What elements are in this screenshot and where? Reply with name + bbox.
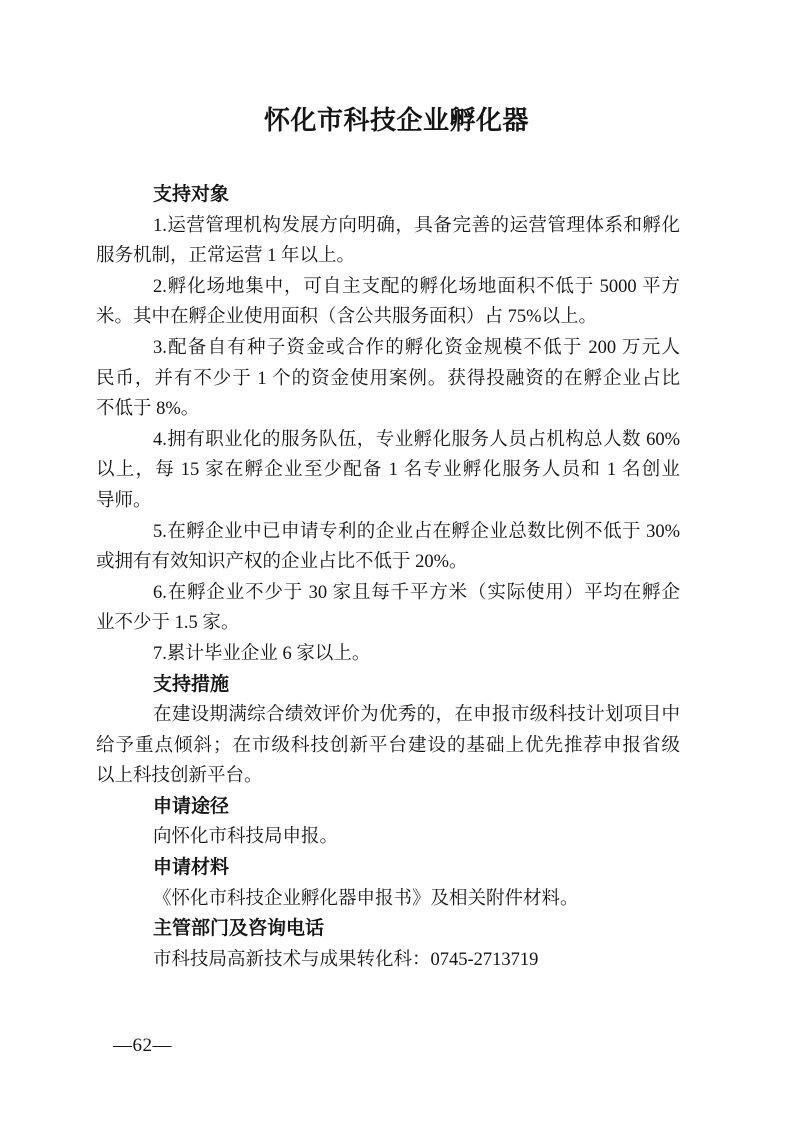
- body-line: 《怀化市科技企业孵化器申报书》及相关附件材料。: [153, 888, 579, 909]
- section-header-application-channel: 申请途径: [153, 795, 230, 817]
- body-line: 3.配备自有种子资金或合作的孵化资金规模不低于 200 万元人: [153, 337, 680, 358]
- body-line: 米。其中在孵企业使用面积（含公共服务面积）占 75%以上。: [96, 307, 598, 328]
- body-line: 或拥有有效知识产权的企业占比不低于 20%。: [96, 552, 468, 573]
- body-line: 业不少于 1.5 家。: [96, 613, 240, 634]
- body-line: 民币，并有不少于 1 个的资金使用案例。获得投融资的在孵企业占比: [96, 368, 680, 389]
- body-line: 以上，每 15 家在孵企业至少配备 1 名专业孵化服务人员和 1 名创业: [96, 460, 680, 481]
- body-line: 4.拥有职业化的服务队伍，专业孵化服务人员占机构总人数 60%: [153, 429, 680, 450]
- document-body: [96, 180, 680, 975]
- body-line: 以上科技创新平台。: [96, 766, 263, 787]
- body-line: 5.在孵企业中已申请专利的企业占在孵企业总数比例不低于 30%: [153, 521, 680, 542]
- section-header-support-measures: 支持措施: [153, 673, 230, 695]
- section-header-authority-contact: 主管部门及咨询电话: [153, 918, 325, 940]
- body-line: 服务机制，正常运营 1 年以上。: [96, 246, 356, 267]
- body-line: 在建设期满综合绩效评价为优秀的，在申报市级科技计划项目中: [153, 705, 680, 726]
- body-line: 不低于 8%。: [96, 399, 200, 420]
- body-line: 市科技局高新技术与成果转化科：0745-2713719: [153, 949, 539, 970]
- body-line: 导师。: [96, 490, 152, 511]
- body-line: 向怀化市科技局申报。: [153, 827, 339, 848]
- body-line: 给予重点倾斜；在市级科技创新平台建设的基础上优先推荐申报省级: [96, 735, 680, 756]
- body-line: 1.运营管理机构发展方向明确，具备完善的运营管理体系和孵化: [153, 215, 680, 236]
- body-line: 7.累计毕业企业 6 家以上。: [153, 643, 371, 664]
- section-header-support-targets: 支持对象: [153, 184, 230, 205]
- body-line: 6.在孵企业不少于 30 家且每千平方米（实际使用）平均在孵企: [153, 582, 680, 603]
- page-title: 怀化市科技企业孵化器: [263, 106, 529, 135]
- page-number: —62—: [113, 1035, 172, 1056]
- body-line: 2.孵化场地集中，可自主支配的孵化场地面积不低于 5000 平方: [153, 276, 680, 297]
- section-header-application-materials: 申请材料: [153, 857, 230, 879]
